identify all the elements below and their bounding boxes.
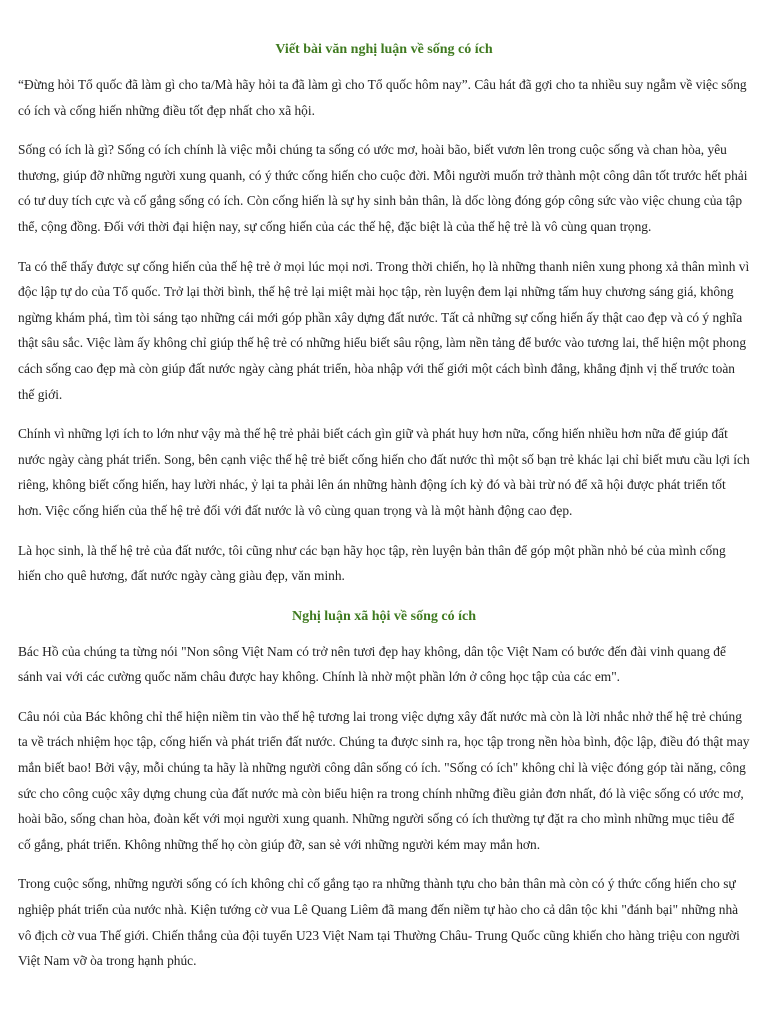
paragraph: Trong cuộc sống, những người sống có ích không chỉ cố gắng tạo ra những thành tựu cho bản thân mà còn có ý thức cống hiến cho sự nghiệp phát triển của nước nhà. Kiện tướng cờ vua Lê Quang Liêm đã mang đến niềm tự hào cho cả dân tộc khi "đánh bại" những nhà vô địch cờ vua Thế giới. Chiến thắng của đội tuyển U23 Việt Nam tại Thường Châu- Trung Quốc cũng khiến cho hàng triệu con người Việt Nam vỡ òa trong hạnh phúc. — [18, 876, 740, 969]
paragraph: Bác Hồ của chúng ta từng nói "Non sông Việt Nam có trở nên tươi đẹp hay không, dân tộc Việt Nam có bước đến đài vinh quang để sánh vai với các cường quốc năm châu được hay không. Chính là nhờ một phần lớn ở công học tập của các em". — [18, 643, 726, 685]
section-2-heading: Nghị luận xã hội về sống có ích — [292, 608, 476, 624]
paragraph: Chính vì những lợi ích to lớn như vậy mà thế hệ trẻ phải biết cách gìn giữ và phát huy hơn nữa, cống hiến nhiều hơn nữa để giúp đất nước ngày càng phát triển. Song, bên cạnh việc thế hệ trẻ biết cống hiến cho đất nước thì một số bạn trẻ khác lại chỉ biết mưu cầu lợi ích riêng, không biết cống hiến, hay lười nhác, ỷ lại ta phải lên án những hành động ích kỷ đó và bài trừ nó để xã hội được phát triển tốt hơn. Việc cống hiến của thế hệ trẻ đối với đất nước là vô cùng quan trọng và là một hành động cao đẹp. — [18, 426, 750, 518]
paragraph: Là học sinh, là thế hệ trẻ của đất nước, tôi cũng như các bạn hãy học tập, rèn luyện bản thân để góp một phần nhỏ bé của mình cống hiến cho quê hương, đất nước ngày càng giàu đẹp, văn minh. — [18, 542, 726, 584]
section-1-heading: Viết bài văn nghị luận về sống có ích — [275, 42, 493, 57]
paragraph: Sống có ích là gì? Sống có ích chính là việc mỗi chúng ta sống có ước mơ, hoài bão, biết vươn lên trong cuộc sống và chan hòa, yêu thương, giúp đỡ những người xung quanh, có ý thức cống hiến cho cuộc đời. Mỗi người muốn trở thành một công dân tốt trước hết phải có tư duy tích cực và cố gắng sống có ích. Còn cống hiến là sự hy sinh bản thân, là dốc lòng đóng góp công sức vào việc chung của tập thể, cộng đồng. Đối với thời đại hiện nay, sự cống hiến của các thế hệ, đặc biệt là của thế hệ trẻ là vô cùng quan trọng. — [18, 142, 748, 234]
paragraph: Câu nói của Bác không chỉ thể hiện niềm tin vào thế hệ tương lai trong việc dựng xây đất nước mà còn là lời nhắc nhở thế hệ trẻ chúng ta về trách nhiệm học tập, cống hiến và phát triển đất nước. Chúng ta được sinh ra, học tập trong nền hòa bình, độc lập, điều đó thật may mắn biết bao! Bởi vậy, mỗi chúng ta hãy là những người công dân sống có ích. "Sống có ích" không chỉ là việc đóng góp tài năng, công sức cho công cuộc xây dựng chung của đất nước mà còn biểu hiện ra trong chính những điều giản đơn nhất, đó là việc sống có ước mơ, hoài bão, sống chan hòa, đoàn kết với mọi người xung quanh. Những người sống có ích thường tự đặt ra cho mình những mục tiêu để cố gắng, phát triển. Không những thế họ còn giúp đỡ, san sẻ với những người kém may mắn hơn. — [18, 708, 750, 852]
paragraph: “Đừng hỏi Tổ quốc đã làm gì cho ta/Mà hãy hỏi ta đã làm gì cho Tổ quốc hôm nay”. Câu hát đã gợi cho ta nhiều suy ngẫm về việc sống có ích và cống hiến những điều tốt đẹp nhất cho xã hội. — [18, 77, 747, 118]
paragraph: Ta có thể thấy được sự cống hiến của thế hệ trẻ ở mọi lúc mọi nơi. Trong thời chiến, họ là những thanh niên xung phong xả thân mình vì độc lập tự do của Tổ quốc. Trở lại thời bình, thế hệ trẻ lại miệt mài học tập, rèn luyện đem lại những tấm huy chương sáng giá, không ngừng khám phá, tìm tòi sáng tạo những cái mới góp phần xây dựng đất nước. Tất cả những sự cống hiến ấy thật cao đẹp và có ý nghĩa thật sâu sắc. Việc làm ấy không chỉ giúp thế hệ trẻ có những hiểu biết sâu rộng, làm nền tảng để bước vào tương lai, thể hiện một phong cách sống cao đẹp mà còn giúp đất nước ngày càng phát triển, hòa nhập với thế giới một cách bình đẳng, khẳng định vị thế trước toàn thế giới. — [18, 258, 750, 402]
